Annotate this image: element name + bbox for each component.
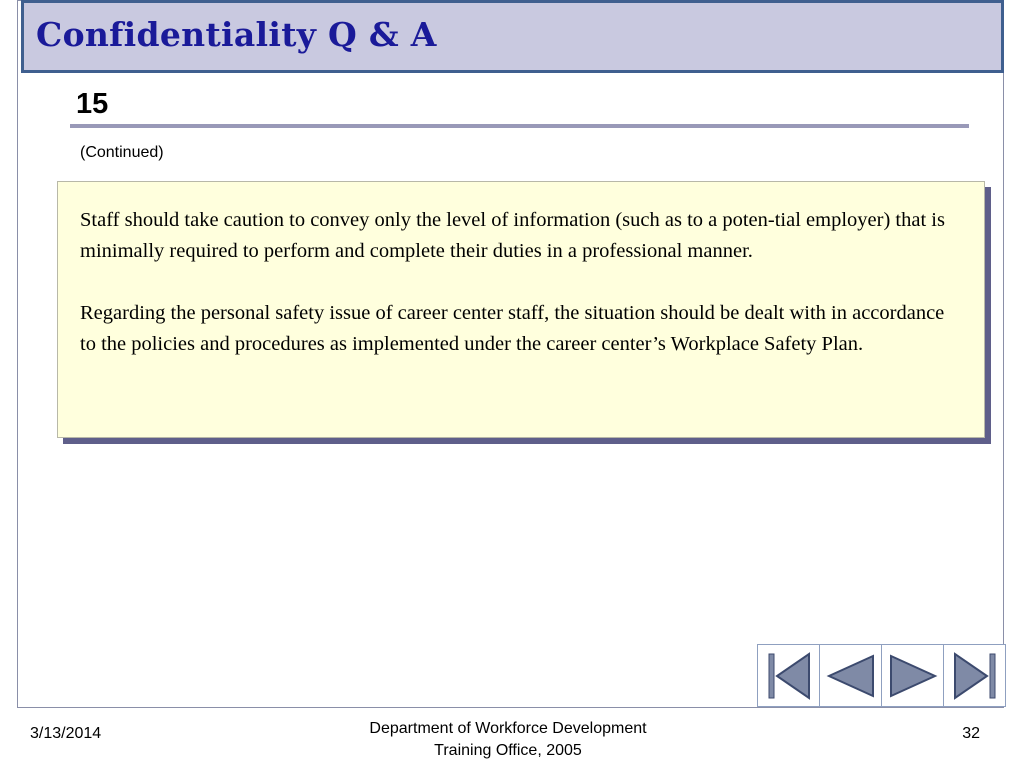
previous-slide-icon [825,650,877,702]
slide-navigation [757,644,1006,707]
slide-title: Confidentiality Q & A [36,15,437,54]
footer-org-line: Department of Workforce Development [369,720,647,737]
next-slide-icon [887,650,939,702]
answer-box [57,181,985,438]
first-slide-icon [763,650,815,702]
answer-paragraph: Regarding the personal safety issue of career center staff, the situation should be dealt with in accordance to the policies and procedures as implemented under the career center’s Workplace Safety Plan. [80,302,945,355]
title-bar [21,0,1004,73]
footer-organization [258,718,758,762]
continued-label: (Continued) [80,144,164,161]
last-slide-icon [949,650,1001,702]
heading-divider [70,124,969,128]
footer-org-line: Training Office, 2005 [434,742,582,759]
answer-text [80,205,960,360]
answer-paragraph: Staff should take caution to convey only the level of information (such as to a poten-tial employer) that is minimally required to perform and complete their duties in a professional manner. [80,209,945,262]
last-slide-button[interactable] [944,645,1005,706]
previous-slide-button[interactable] [820,645,882,706]
first-slide-button[interactable] [758,645,820,706]
question-number: 15 [76,88,109,120]
next-slide-button[interactable] [882,645,944,706]
footer-date: 3/13/2014 [30,725,102,742]
page-number: 32 [962,725,980,742]
